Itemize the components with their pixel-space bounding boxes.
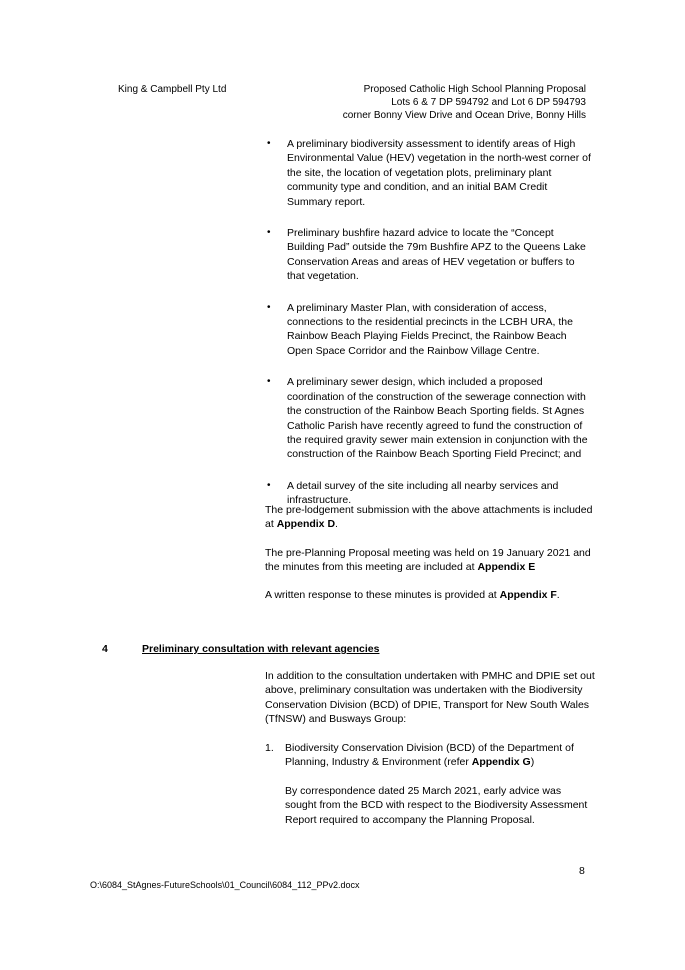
list-item-text: A detail survey of the site including all nearby services and infrastructure. [287, 479, 559, 507]
section-title: Preliminary consultation with relevant agencies [142, 643, 380, 655]
paragraph-end: . [556, 589, 560, 601]
section-intro: In addition to the consultation undertaken with PMHC and DPIE set out above, preliminary consultation was undertaken with the Biodiversity Conservation Division (BCD) of DPIE, Transport for New South Wales (TfNSW) and Busways Group: [265, 670, 595, 726]
paragraph-text: The pre-Planning Proposal meeting was held on 19 January 2021 and the minutes from this meeting are included at [265, 547, 591, 574]
header-line: corner Bonny View Drive and Ocean Drive, Bonny Hills [342, 110, 586, 121]
paragraph-text: The pre-lodgement submission with the above attachments is included at [265, 504, 593, 531]
list-item [267, 137, 592, 209]
header-company: King & Campbell Pty Ltd [118, 84, 227, 95]
header-line: Lots 6 & 7 DP 594792 and Lot 6 DP 594793 [391, 97, 586, 108]
item-number: 1. [265, 742, 274, 754]
page-number: 8 [579, 865, 585, 877]
bullet-icon: • [267, 376, 271, 388]
appendix-ref: Appendix G [471, 756, 531, 769]
header-project [343, 83, 586, 122]
paragraph-response [265, 588, 595, 602]
list-item [267, 301, 592, 359]
appendix-ref: Appendix D [276, 518, 336, 531]
list-item-text: A preliminary Master Plan, with consideration of access, connections to the residential precincts in the LCBH URA, the Rainbow Beach Playing Fields Precinct, the Rainbow Beach Open Space Corridor and the Rainbow Village Centre. [287, 301, 573, 357]
paragraph-meeting [265, 546, 595, 575]
bullet-icon: • [267, 138, 271, 149]
bullet-icon: • [267, 301, 271, 313]
paragraph-text: A written response to these minutes is provided at [265, 589, 500, 601]
header-line: Proposed Catholic High School Planning Proposal [363, 84, 586, 95]
list-item-text: Preliminary bushfire hazard advice to locate the “Concept Building Pad” outside the 79m Bushfire APZ to the Queens Lake Conservation Areas and areas of HEV vegetation or buffers to that vegetation. [287, 227, 586, 283]
list-item-text: A preliminary biodiversity assessment to identify areas of High Environmental Value (HEV) vegetation in the north-west corner of the site, the location of vegetation plots, preliminary plant community type and condition, and an initial BAM Credit Summary report. [287, 138, 591, 208]
paragraph-prelodgement [265, 503, 595, 532]
list-item [267, 226, 592, 284]
bullet-icon: • [267, 227, 271, 239]
section-heading [102, 643, 380, 655]
appendix-ref: Appendix E [477, 561, 536, 574]
section-number: 4 [102, 643, 108, 655]
bullet-icon: • [267, 479, 271, 491]
item-title [285, 741, 595, 770]
list-item-text: A preliminary sewer design, which included a proposed coordination of the construction of the sewerage connection with the construction of the Rainbow Beach Sporting fields. St Agnes Catholic Parish have recently agreed to fund the construction of the required gravity sewer main extension in conjunction with the construction of the Rainbow Beach Sporting Field Precinct; and [287, 376, 588, 461]
item-title-end: ) [530, 756, 535, 769]
item-body: By correspondence dated 25 March 2021, early advice was sought from the BCD with respect to the Biodiversity Assessment Report required to accompany the Planning Proposal. [285, 784, 588, 826]
item-title-text: Biodiversity Conservation Division (BCD) of the Department of Planning, Industry & Environment (refer [285, 742, 574, 769]
numbered-item [265, 741, 595, 827]
paragraph-end: . [335, 518, 338, 531]
file-path: O:\6084_StAgnes-FutureSchools\01_Council\6084_112_PPv2.docx [90, 880, 360, 890]
bullet-list [267, 137, 592, 525]
appendix-ref: Appendix F [499, 589, 557, 601]
list-item [267, 375, 592, 461]
